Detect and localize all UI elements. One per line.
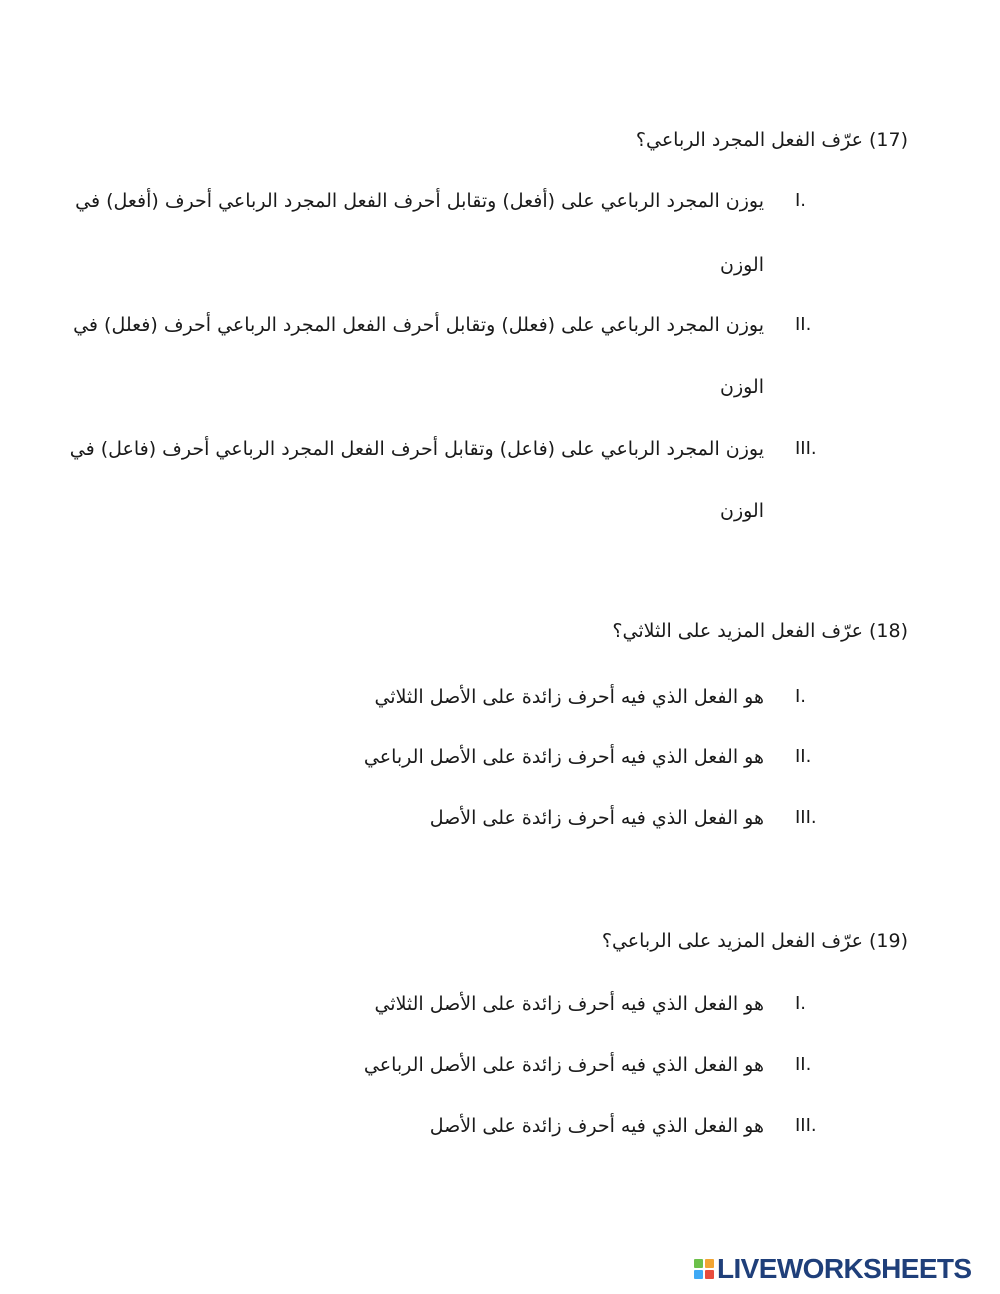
question-18-title: (18) عرّف الفعل المزيد على الثلاثي؟ [612, 620, 908, 642]
q17-option-2-number: II. [795, 314, 812, 335]
q17-option-3-number: III. [795, 438, 817, 459]
q19-option-3-text: هو الفعل الذي فيه أحرف زائدة على الأصل [429, 1115, 764, 1137]
q17-option-1-text-cont: الوزن [719, 254, 764, 276]
q18-option-1-text: هو الفعل الذي فيه أحرف زائدة على الأصل الثلاثي [374, 686, 764, 708]
q18-option-3-text: هو الفعل الذي فيه أحرف زائدة على الأصل [429, 807, 764, 829]
logo-square-red [705, 1270, 714, 1279]
question-19-title: (19) عرّف الفعل المزيد على الرباعي؟ [601, 930, 908, 952]
q17-option-3-text-cont: الوزن [719, 500, 764, 522]
q19-option-1-number: I. [795, 993, 807, 1014]
liveworksheets-logo-icon [694, 1259, 714, 1279]
liveworksheets-logo[interactable] [694, 1255, 972, 1283]
q17-option-1-text: يوزن المجرد الرباعي على (أفعل) وتقابل أحرف الفعل المجرد الرباعي أحرف (أفعل) في [75, 190, 764, 212]
q19-option-2-number: II. [795, 1054, 812, 1075]
question-17-title: (17) عرّف الفعل المجرد الرباعي؟ [635, 129, 908, 151]
logo-square-blue [694, 1270, 703, 1279]
q19-option-3-number: III. [795, 1115, 817, 1136]
q17-option-1-number: I. [795, 190, 807, 211]
q17-option-2-text: يوزن المجرد الرباعي على (فعلل) وتقابل أحرف الفعل المجرد الرباعي أحرف (فعلل) في [73, 314, 764, 336]
liveworksheets-logo-text: LIVEWORKSHEETS [717, 1253, 972, 1284]
q17-option-3-text: يوزن المجرد الرباعي على (فاعل) وتقابل أحرف الفعل المجرد الرباعي أحرف (فاعل) في [69, 438, 764, 460]
q18-option-2-text: هو الفعل الذي فيه أحرف زائدة على الأصل الرباعي [363, 746, 764, 768]
q17-option-2-text-cont: الوزن [719, 376, 764, 398]
q19-option-2-text: هو الفعل الذي فيه أحرف زائدة على الأصل الرباعي [363, 1054, 764, 1076]
q18-option-1-number: I. [795, 686, 807, 707]
logo-square-orange [705, 1259, 714, 1268]
q18-option-3-number: III. [795, 807, 817, 828]
logo-square-green [694, 1259, 703, 1268]
q19-option-1-text: هو الفعل الذي فيه أحرف زائدة على الأصل الثلاثي [374, 993, 764, 1015]
q18-option-2-number: II. [795, 746, 812, 767]
